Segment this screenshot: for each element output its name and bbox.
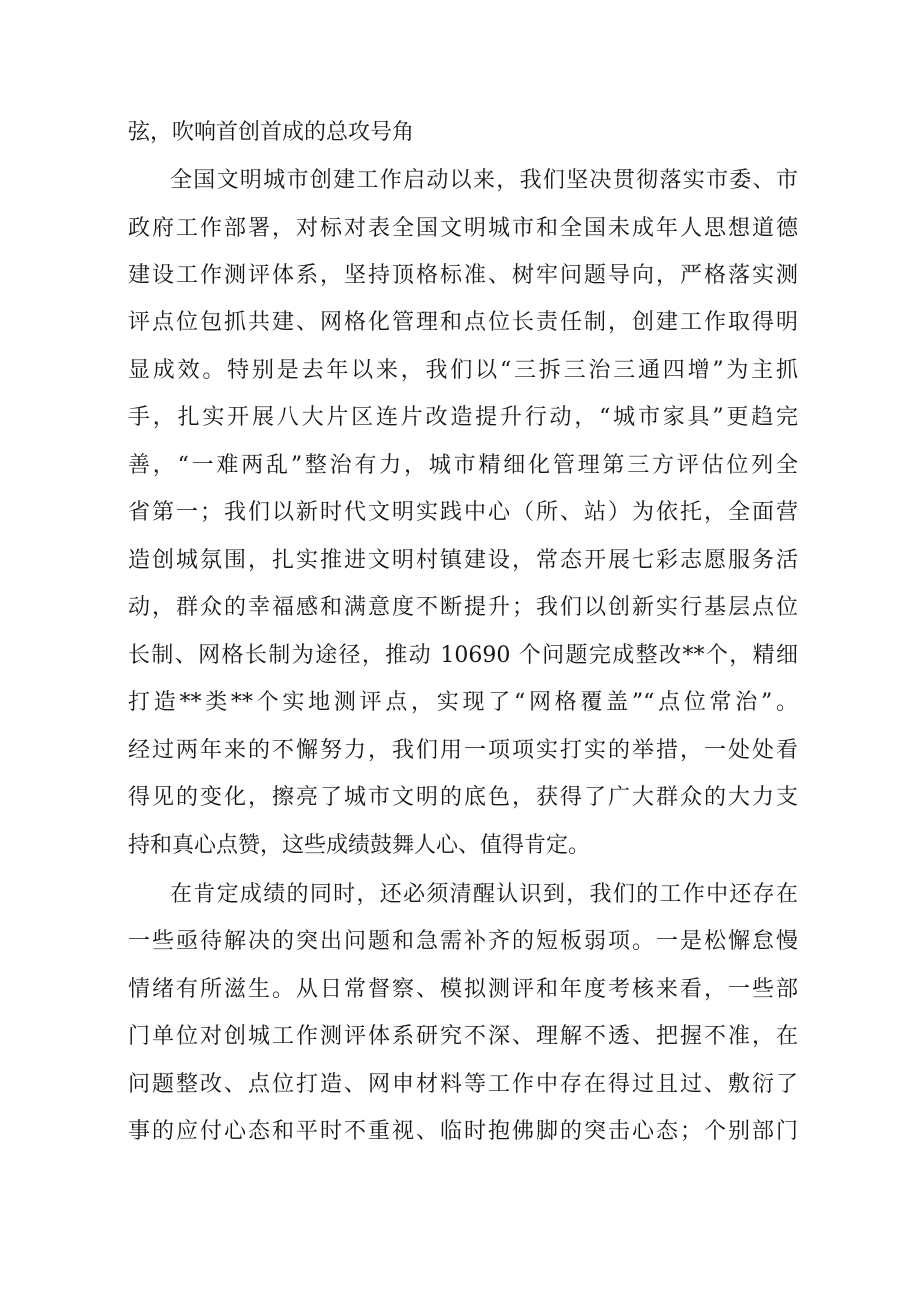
paragraph-2-line: 在肯定成绩的同时，还必须清醒认识到，我们的工作中还存在: [170, 882, 798, 907]
heading-tail: 弦，吹响首创首成的总攻号角: [128, 120, 415, 145]
paragraph-1-line: 手，扎实开展八大片区连片改造提升行动，“城市家具”更趋完: [128, 405, 798, 430]
paragraph-1-line: 持和真心点赞，这些成绩鼓舞人心、值得肯定。: [128, 833, 591, 858]
paragraph-1-line: 评点位包抓共建、网格化管理和点位长责任制，创建工作取得明: [128, 310, 798, 335]
paragraph-2-line: 门单位对创城工作测评体系研究不深、理解不透、把握不准，在: [128, 1024, 798, 1049]
paragraph-2-line: 问题整改、点位打造、网申材料等工作中存在得过且过、敷衍了: [128, 1072, 798, 1097]
paragraph-2-line: 情绪有所滋生。从日常督察、模拟测评和年度考核来看，一些部: [128, 977, 798, 1002]
paragraph-2-line: 事的应付心态和平时不重视、临时抱佛脚的突击心态；个别部门: [128, 1119, 798, 1144]
paragraph-1-line: 全国文明城市创建工作启动以来，我们坚决贯彻落实市委、市: [170, 168, 798, 193]
paragraph-1-line: 动，群众的幸福感和满意度不断提升；我们以创新实行基层点位: [128, 595, 798, 620]
paragraph-1-line: 得见的变化，擦亮了城市文明的底色，获得了广大群众的大力支: [128, 785, 798, 810]
paragraph-1-line: 政府工作部署，对标对表全国文明城市和全国未成年人思想道德: [128, 216, 798, 241]
paragraph-1-line: 打造**类**个实地测评点，实现了“网格覆盖”“点位常治”。: [128, 690, 798, 715]
paragraph-1-line: 经过两年来的不懈努力，我们用一项项实打实的举措，一处处看: [128, 738, 798, 763]
paragraph-1-line: 显成效。特别是去年以来，我们以“三拆三治三通四增”为主抓: [128, 358, 798, 383]
paragraph-1-line: 长制、网格长制为途径，推动 10690 个问题完成整改**个，精细: [128, 643, 798, 668]
paragraph-1-line: 造创城氛围，扎实推进文明村镇建设，常态开展七彩志愿服务活: [128, 548, 798, 573]
paragraph-1-line: 善，“一难两乱”整治有力，城市精细化管理第三方评估位列全: [128, 453, 798, 478]
paragraph-1-line: 省第一；我们以新时代文明实践中心（所、站）为依托，全面营: [128, 500, 798, 525]
paragraph-2-line: 一些亟待解决的突出问题和急需补齐的短板弱项。一是松懈怠慢: [128, 929, 798, 954]
paragraph-1-line: 建设工作测评体系，坚持顶格标准、树牢问题导向，严格落实测: [128, 263, 798, 288]
